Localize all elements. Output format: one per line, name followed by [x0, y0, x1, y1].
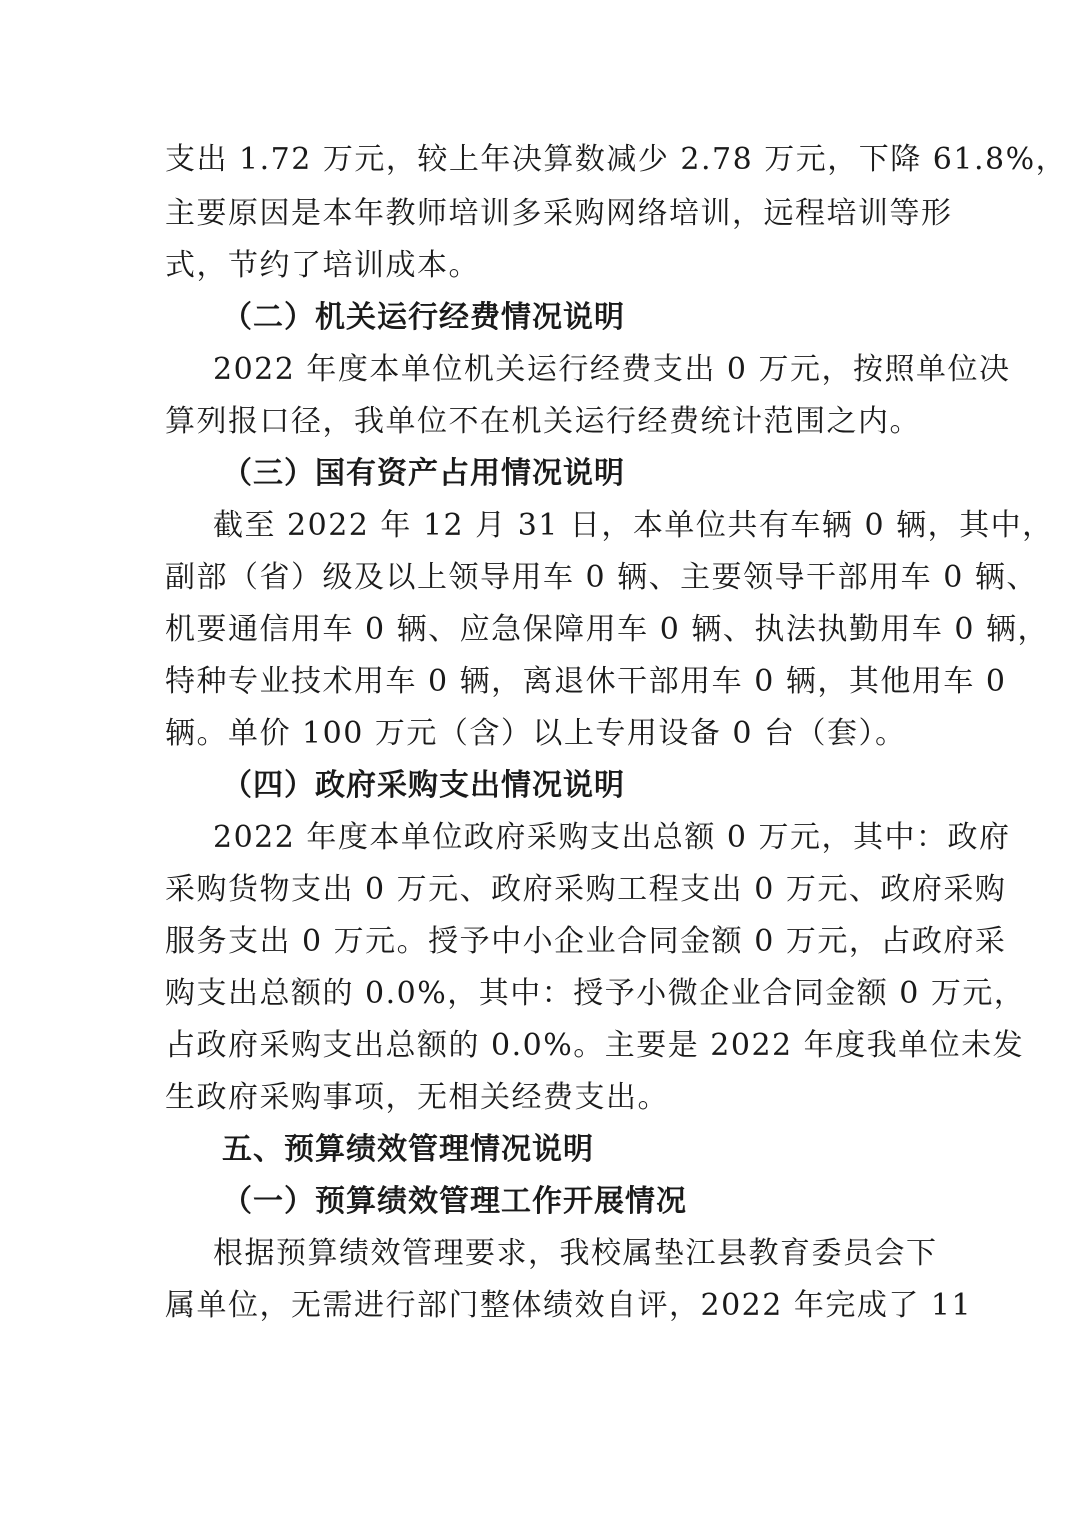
body-text-line: 式，节约了培训成本。 — [165, 248, 480, 283]
body-text-line: 服务支出 0 万元。授予中小企业合同金额 0 万元，占政府采 — [165, 924, 1007, 959]
section-heading-4: （四）政府采购支出情况说明 — [222, 768, 625, 803]
body-text-line: 属单位，无需进行部门整体绩效自评，2022 年完成了 11 — [165, 1288, 973, 1323]
body-text-line: 副部（省）级及以上领导用车 0 辆、主要领导干部用车 0 辆、 — [165, 560, 1038, 595]
body-text-line: 2022 年度本单位机关运行经费支出 0 万元，按照单位决 — [213, 352, 1011, 387]
body-text-line: 特种专业技术用车 0 辆，离退休干部用车 0 辆，其他用车 0 — [165, 664, 1007, 699]
body-text-line: 根据预算绩效管理要求，我校属垫江县教育委员会下 — [213, 1236, 938, 1271]
body-text-line: 主要原因是本年教师培训多采购网络培训，远程培训等形 — [165, 196, 953, 231]
body-text-line: 算列报口径，我单位不在机关运行经费统计范围之内。 — [165, 404, 921, 439]
section-heading-3: （三）国有资产占用情况说明 — [222, 456, 625, 491]
body-text-line: 支出 1.72 万元，较上年决算数减少 2.78 万元，下降 61.8%， — [165, 142, 1068, 177]
body-text-line: 占政府采购支出总额的 0.0%。主要是 2022 年度我单位未发 — [165, 1028, 1025, 1063]
chapter-heading-5: 五、预算绩效管理情况说明 — [222, 1132, 594, 1167]
body-text-line: 辆。单价 100 万元（含）以上专用设备 0 台（套）。 — [165, 716, 907, 751]
body-text-line: 2022 年度本单位政府采购支出总额 0 万元，其中：政府 — [213, 820, 1011, 855]
section-heading-5-1: （一）预算绩效管理工作开展情况 — [222, 1184, 687, 1219]
body-text-line: 截至 2022 年 12 月 31 日，本单位共有车辆 0 辆，其中， — [213, 508, 1054, 543]
body-text-line: 生政府采购事项，无相关经费支出。 — [165, 1080, 669, 1115]
body-text-line: 机要通信用车 0 辆、应急保障用车 0 辆、执法执勤用车 0 辆， — [165, 612, 1049, 647]
section-heading-2: （二）机关运行经费情况说明 — [222, 300, 625, 335]
body-text-line: 购支出总额的 0.0%，其中：授予小微企业合同金额 0 万元， — [165, 976, 1026, 1011]
body-text-line: 采购货物支出 0 万元、政府采购工程支出 0 万元、政府采购 — [165, 872, 1007, 907]
